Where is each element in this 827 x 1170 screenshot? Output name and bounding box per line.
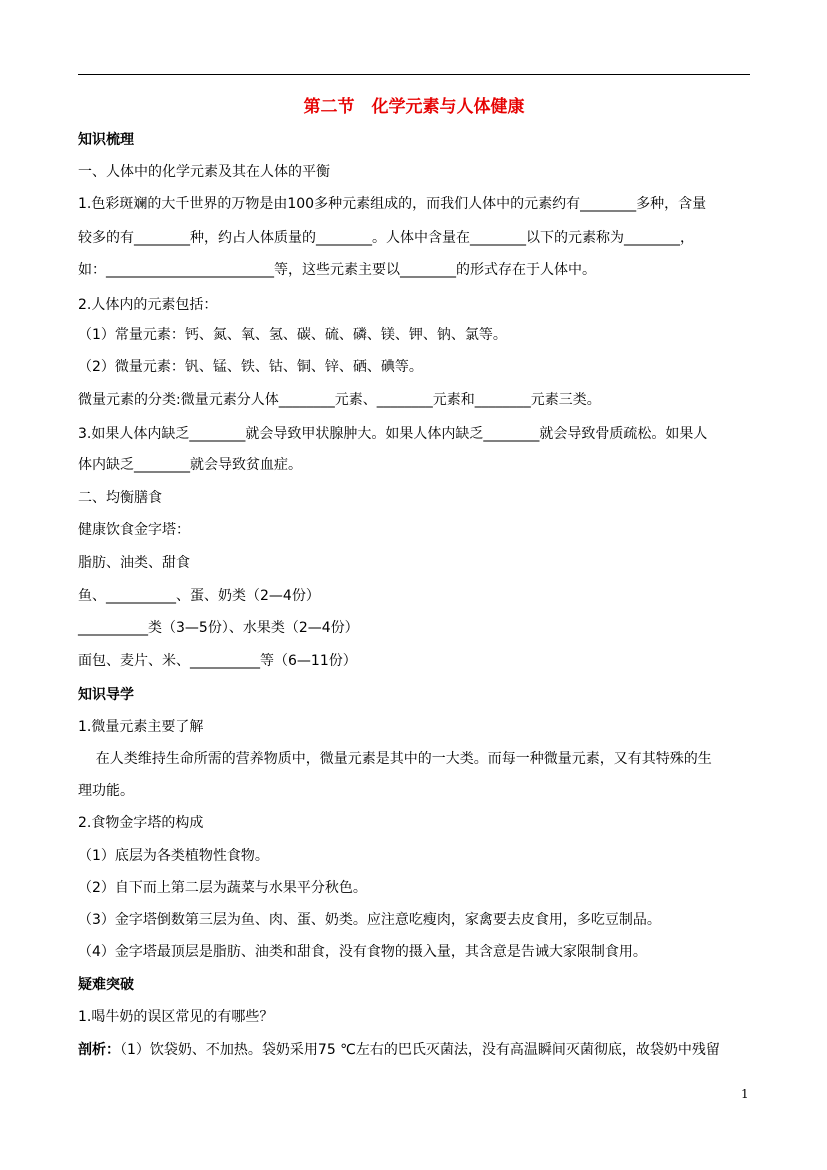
line-text: 3.如果人体内缺乏________就会导致甲状腺肿大。如果人体内缺乏________就会导致骨质疏松。如果人 [78,426,708,442]
line-text: 2.食物金字塔的构成 [78,815,204,831]
text-line [78,781,134,801]
section-heading [78,130,134,150]
line-text: （2）自下而上第二层为蔬菜与水果平分秋色。 [78,880,367,896]
line-text: 1.喝牛奶的误区常见的有哪些？ [78,1009,274,1025]
line-text: 面包、麦片、米、__________等（6—11份） [78,653,357,669]
text-line [78,295,217,315]
text-line [78,228,694,248]
section-heading [78,685,134,705]
line-text: 脂肪、油类、甜食 [78,555,190,571]
text-line [78,520,190,540]
text-line [78,424,707,444]
line-text: __________类（3—5份）、水果类（2—4份） [78,620,359,636]
text-line [78,942,647,962]
line-text: 健康饮食金字塔： [78,522,190,538]
text-line [78,651,357,671]
line-text: 知识导学 [78,687,134,703]
line-text: 较多的有________种，约占人体质量的________。人体中含量在________以下的元素称为________， [78,230,694,246]
analysis-label: 剖析： [78,1042,120,1058]
line-text: （1）饮袋奶、不加热。袋奶采用75 ℃左右的巴氏灭菌法，没有高温瞬间灭菌彻底，故袋奶中残留 [120,1042,720,1058]
text-line [78,325,507,345]
text-line [78,1007,273,1027]
line-text: 疑难突破 [78,977,134,993]
page-title: 第二节 化学元素与人体健康 [303,97,525,117]
line-text: （2）微量元素：钒、锰、铁、钴、铜、锌、硒、碘等。 [78,359,423,375]
text-line [78,455,302,475]
line-text: （3）金字塔倒数第三层为鱼、肉、蛋、奶类。应注意吃瘦肉，家禽要去皮食用，多吃豆制品。 [78,912,661,928]
text-line [78,813,203,833]
text-line [78,194,706,214]
line-text: 微量元素的分类:微量元素分人体________元素、________元素和________元素三类。 [78,392,601,408]
section-heading [78,975,134,995]
line-text: 2.人体内的元素包括： [78,297,218,313]
line-text: 鱼、__________、蛋、奶类（2—4份） [78,588,320,604]
text-line [78,878,367,898]
text-line [78,1040,720,1060]
text-line [78,846,269,866]
text-line [78,586,320,606]
text-line [78,357,423,377]
text-line [78,717,203,737]
line-text: 体内缺乏________就会导致贫血症。 [78,457,302,473]
text-line [78,488,162,508]
line-text: 理功能。 [78,783,134,799]
text-line [78,749,712,769]
text-line [78,618,359,638]
line-text: 如：________________________等，这些元素主要以________的形式存在于人体中。 [78,262,596,278]
text-line [78,910,661,930]
line-text: 二、均衡膳食 [78,490,162,506]
line-text: （4）金字塔最顶层是脂肪、油类和甜食，没有食物的摄入量，其含意是告诫大家限制食用。 [78,944,647,960]
text-line [78,553,190,573]
header-rule [78,74,750,75]
line-text: 1.色彩斑斓的大千世界的万物是由100多种元素组成的，而我们人体中的元素约有________多种，含量 [78,196,707,212]
line-text: （1）底层为各类植物性食物。 [78,848,269,864]
line-text: 1.微量元素主要了解 [78,719,204,735]
line-text: （1）常量元素：钙、氮、氧、氢、碳、硫、磷、镁、钾、钠、氯等。 [78,327,507,343]
text-line [78,390,601,410]
text-line [78,260,596,280]
line-text: 一、人体中的化学元素及其在人体的平衡 [78,164,330,180]
line-text: 在人类维持生命所需的营养物质中，微量元素是其中的一大类。而每一种微量元素，又有其特殊的生 [78,751,712,767]
line-text: 知识梳理 [78,132,134,148]
text-line [78,162,330,182]
page-number: 1 [741,1087,749,1101]
